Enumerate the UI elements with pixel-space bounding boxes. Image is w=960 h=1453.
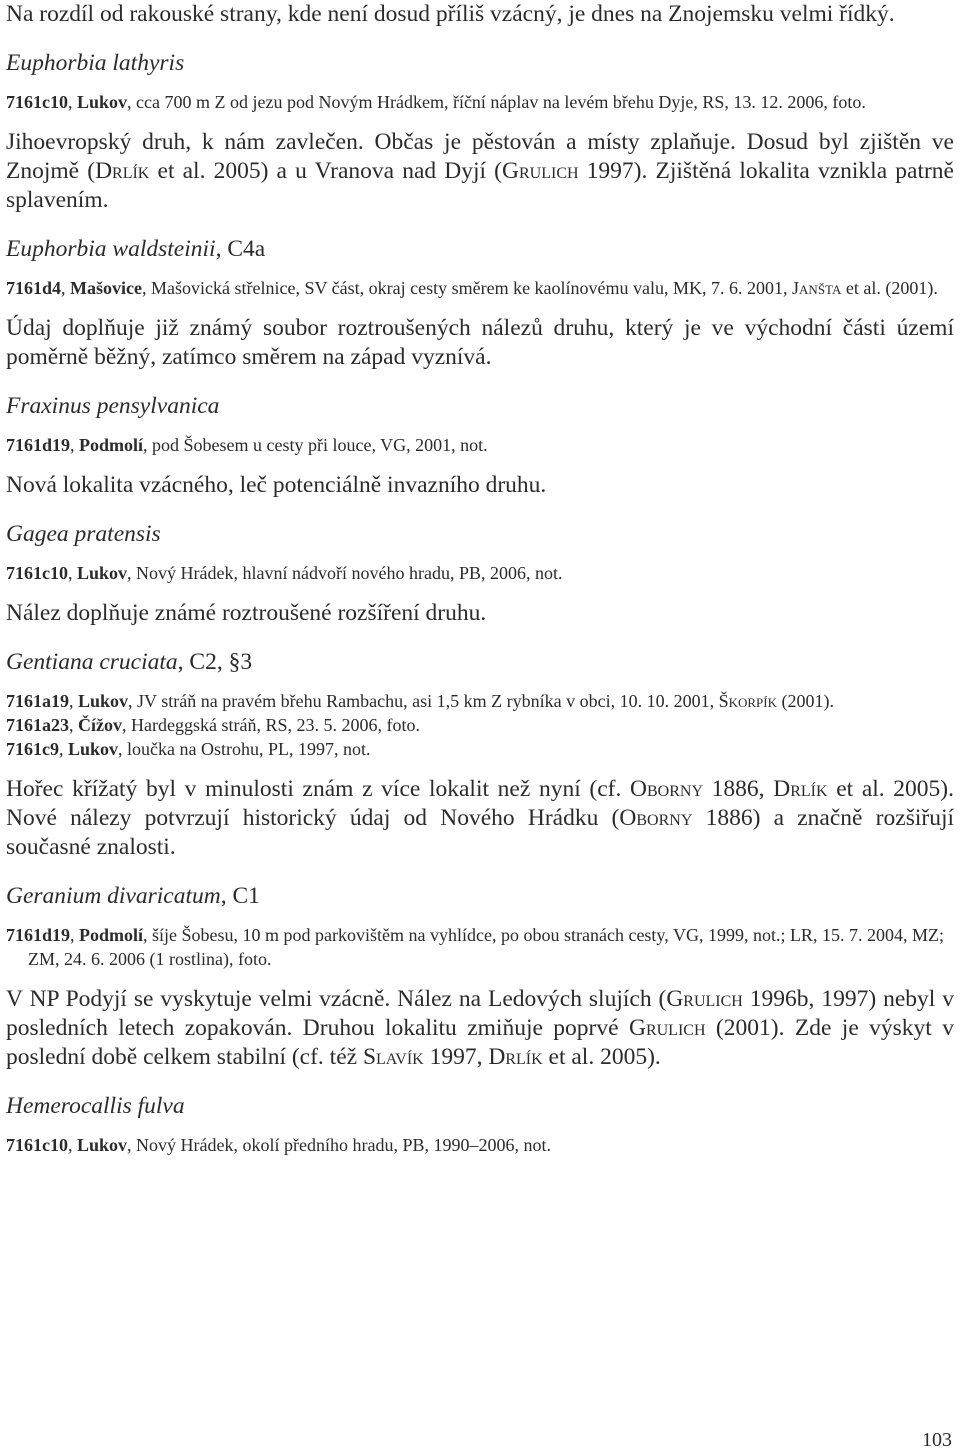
- comment-text: et al. 2005) a u Vranova nad Dyjí (: [149, 158, 503, 184]
- spacer: [6, 29, 954, 49]
- author-name: Drlík: [773, 776, 828, 802]
- grid-code: 7161d19: [6, 925, 71, 945]
- comment-text: Údaj doplňuje již známý soubor roztroušených nálezů druhu, který je ve východní části území poměrně běžný, zatímco směrem na západ vyznívá.: [6, 315, 954, 370]
- spacer: [6, 114, 954, 128]
- grid-code: 7161c9: [6, 739, 59, 759]
- locality-record: 7161a19, Lukov, JV stráň na pravém břehu Rambachu, asi 1,5 km Z rybníka v obci, 10. 10. 2001, Škorpík (2001).: [6, 691, 834, 711]
- locality-record: 7161a23, Čížov, Hardeggská stráň, RS, 23. 5. 2006, foto.: [6, 715, 420, 735]
- comment-text: et al. 2005). Nové nálezy potvrzují historický údaj od Nového Hrádku (: [6, 776, 955, 831]
- grid-code: 7161d19: [6, 435, 71, 455]
- comment-paragraph: [6, 471, 954, 500]
- spacer: [6, 372, 954, 392]
- author-name: Drlík: [488, 1044, 543, 1070]
- locality-name: Lukov: [77, 1135, 128, 1155]
- record-tail: et al. (2001).: [841, 278, 938, 298]
- grid-code: 7161a23: [6, 715, 69, 735]
- species-status: , C4a: [215, 236, 266, 262]
- locality-record: 7161d19, Podmolí, pod Šobesem u cesty při louce, VG, 2001, not.: [6, 435, 488, 455]
- spacer: [6, 78, 954, 90]
- comment-text: 1997). Zjištěná lokalita vznikla patrně splavením.: [6, 158, 954, 213]
- record-text: , pod Šobesem u cesty při louce, VG, 2001, not.: [143, 435, 488, 455]
- record-text: , Nový Hrádek, okolí předního hradu, PB, 1990–2006, not.: [127, 1135, 551, 1155]
- locality-record: 7161d4, Mašovice, Mašovická střelnice, SV část, okraj cesty směrem ke kaolínovému valu, MK, 7. 6. 2001, Janšta et al. (2001).: [6, 278, 938, 298]
- author-name: Janšta: [792, 278, 842, 298]
- comment-paragraph: [6, 775, 954, 862]
- author-name: Drlík: [95, 158, 150, 184]
- species-entries: [6, 29, 954, 1157]
- grid-code: 7161a19: [6, 691, 69, 711]
- locality-record: 7161c10, Lukov, Nový Hrádek, hlavní nádvoří nového hradu, PB, 2006, not.: [6, 563, 563, 583]
- comment-text: Nová lokalita vzácného, leč potenciálně invazního druhu.: [6, 472, 547, 498]
- species-heading: [6, 648, 954, 677]
- intro-paragraph: Na rozdíl od rakouské strany, kde není dosud příliš vzácný, je dnes na Znojemsku velmi řídký.: [6, 1, 895, 27]
- locality-name: Lukov: [77, 92, 128, 112]
- comment-paragraph: [6, 314, 954, 372]
- species-heading: [6, 882, 954, 911]
- comment-paragraph: [6, 985, 954, 1072]
- record-text: , Nový Hrádek, hlavní nádvoří nového hradu, PB, 2006, not.: [127, 563, 563, 583]
- comment-text: 1886,: [703, 776, 774, 802]
- species-name: Gagea pratensis: [6, 521, 161, 547]
- comment-text: (2001). Zde je výskyt v poslední době celkem stabilní (cf. též: [6, 1015, 954, 1070]
- spacer: [6, 300, 954, 314]
- comment-text: 1886) a značně rozšiřují současné znalosti.: [6, 805, 955, 860]
- locality-name: Podmolí: [79, 435, 144, 455]
- spacer: [6, 677, 954, 689]
- spacer: [6, 500, 954, 520]
- comment-text: 1997,: [423, 1044, 489, 1070]
- spacer: [6, 911, 954, 923]
- species-name: Geranium divaricatum: [6, 883, 221, 909]
- locality-name: Čížov: [78, 715, 122, 735]
- spacer: [6, 628, 954, 648]
- locality-record: 7161c10, Lukov, cca 700 m Z od jezu pod Novým Hrádkem, říční náplav na levém břehu Dyje, RS, 13. 12. 2006, foto.: [6, 92, 866, 112]
- species-heading: [6, 1092, 954, 1121]
- document-page: [6, 0, 954, 1157]
- grid-code: 7161c10: [6, 1135, 68, 1155]
- spacer: [6, 1072, 954, 1092]
- locality-name: Lukov: [78, 691, 129, 711]
- author-name: Grulich: [502, 158, 579, 184]
- spacer: [6, 264, 954, 276]
- spacer: [6, 971, 954, 985]
- locality-name: Podmolí: [79, 925, 144, 945]
- spacer: [6, 549, 954, 561]
- species-heading: [6, 520, 954, 549]
- spacer: [6, 862, 954, 882]
- page-number: 103: [922, 1429, 952, 1451]
- spacer: [6, 457, 954, 471]
- grid-code: 7161c10: [6, 92, 68, 112]
- spacer: [6, 421, 954, 433]
- locality-name: Lukov: [68, 739, 119, 759]
- spacer: [6, 585, 954, 599]
- record-tail: (2001).: [777, 691, 834, 711]
- comment-text: Nález doplňuje známé roztroušené rozšíření druhu.: [6, 600, 487, 626]
- species-name: Euphorbia lathyris: [6, 50, 185, 76]
- spacer: [6, 215, 954, 235]
- comment-text: 1996b, 1997) nebyl v posledních letech zopakován. Druhou lokalitu zmiňuje poprvé: [6, 986, 954, 1041]
- record-text: , loučka na Ostrohu, PL, 1997, not.: [118, 739, 371, 759]
- author-name: Škorpík: [718, 691, 777, 711]
- species-heading: [6, 392, 954, 421]
- locality-name: Mašovice: [70, 278, 142, 298]
- record-text: , Hardeggská stráň, RS, 23. 5. 2006, foto.: [122, 715, 420, 735]
- species-heading: [6, 235, 954, 264]
- record-text: , Mašovická střelnice, SV část, okraj cesty směrem ke kaolínovému valu, MK, 7. 6. 2001,: [142, 278, 793, 298]
- species-name: Fraxinus pensylvanica: [6, 393, 220, 419]
- spacer: [6, 1121, 954, 1133]
- record-text: , JV stráň na pravém břehu Rambachu, asi 1,5 km Z rybníka v obci, 10. 10. 2001,: [128, 691, 719, 711]
- locality-name: Lukov: [77, 563, 128, 583]
- comment-text: Jihoevropský druh, k nám zavlečen. Občas je pěstován a místy zplaňuje. Dosud byl zjištěn ve Znojmě (: [6, 129, 954, 184]
- author-name: Grulich: [628, 1015, 706, 1041]
- comment-text: V NP Podyjí se vyskytuje velmi vzácně. Nález na Ledových slujích (: [6, 986, 667, 1012]
- record-text: , cca 700 m Z od jezu pod Novým Hrádkem, říční náplav na levém břehu Dyje, RS, 13. 12. 2006, foto.: [127, 92, 866, 112]
- spacer: [6, 761, 954, 775]
- author-name: Slavík: [362, 1044, 424, 1070]
- comment-paragraph: [6, 599, 954, 628]
- author-name: Oborny: [619, 805, 693, 831]
- species-name: Euphorbia waldsteinii: [6, 236, 216, 262]
- locality-record: 7161c9, Lukov, loučka na Ostrohu, PL, 1997, not.: [6, 739, 371, 759]
- grid-code: 7161c10: [6, 563, 68, 583]
- locality-record: 7161c10, Lukov, Nový Hrádek, okolí předního hradu, PB, 1990–2006, not.: [6, 1135, 551, 1155]
- comment-text: Hořec křížatý byl v minulosti znám z více lokalit než nyní (cf.: [6, 776, 631, 802]
- locality-record: 7161d19, Podmolí, šíje Šobesu, 10 m pod parkovištěm na vyhlídce, po obou stranách cesty, VG, 1999, not.; LR, 15. 7. 2004, MZ; ZM, 24. 6. 2006 (1 rostlina), foto.: [6, 925, 944, 969]
- comment-text: et al. 2005).: [542, 1044, 661, 1070]
- species-name: Hemerocallis fulva: [6, 1093, 185, 1119]
- record-text: , šíje Šobesu, 10 m pod parkovištěm na vyhlídce, po obou stranách cesty, VG, 1999, not.; LR, 15. 7. 2004, MZ; ZM, 24. 6. 2006 (1 rostlina), foto.: [28, 925, 944, 969]
- grid-code: 7161d4: [6, 278, 62, 298]
- comment-paragraph: [6, 128, 954, 215]
- author-name: Oborny: [630, 776, 704, 802]
- species-status: , C2, §3: [177, 649, 253, 675]
- species-status: , C1: [220, 883, 260, 909]
- species-name: Gentiana cruciata: [6, 649, 178, 675]
- species-heading: [6, 49, 954, 78]
- author-name: Grulich: [666, 986, 743, 1012]
